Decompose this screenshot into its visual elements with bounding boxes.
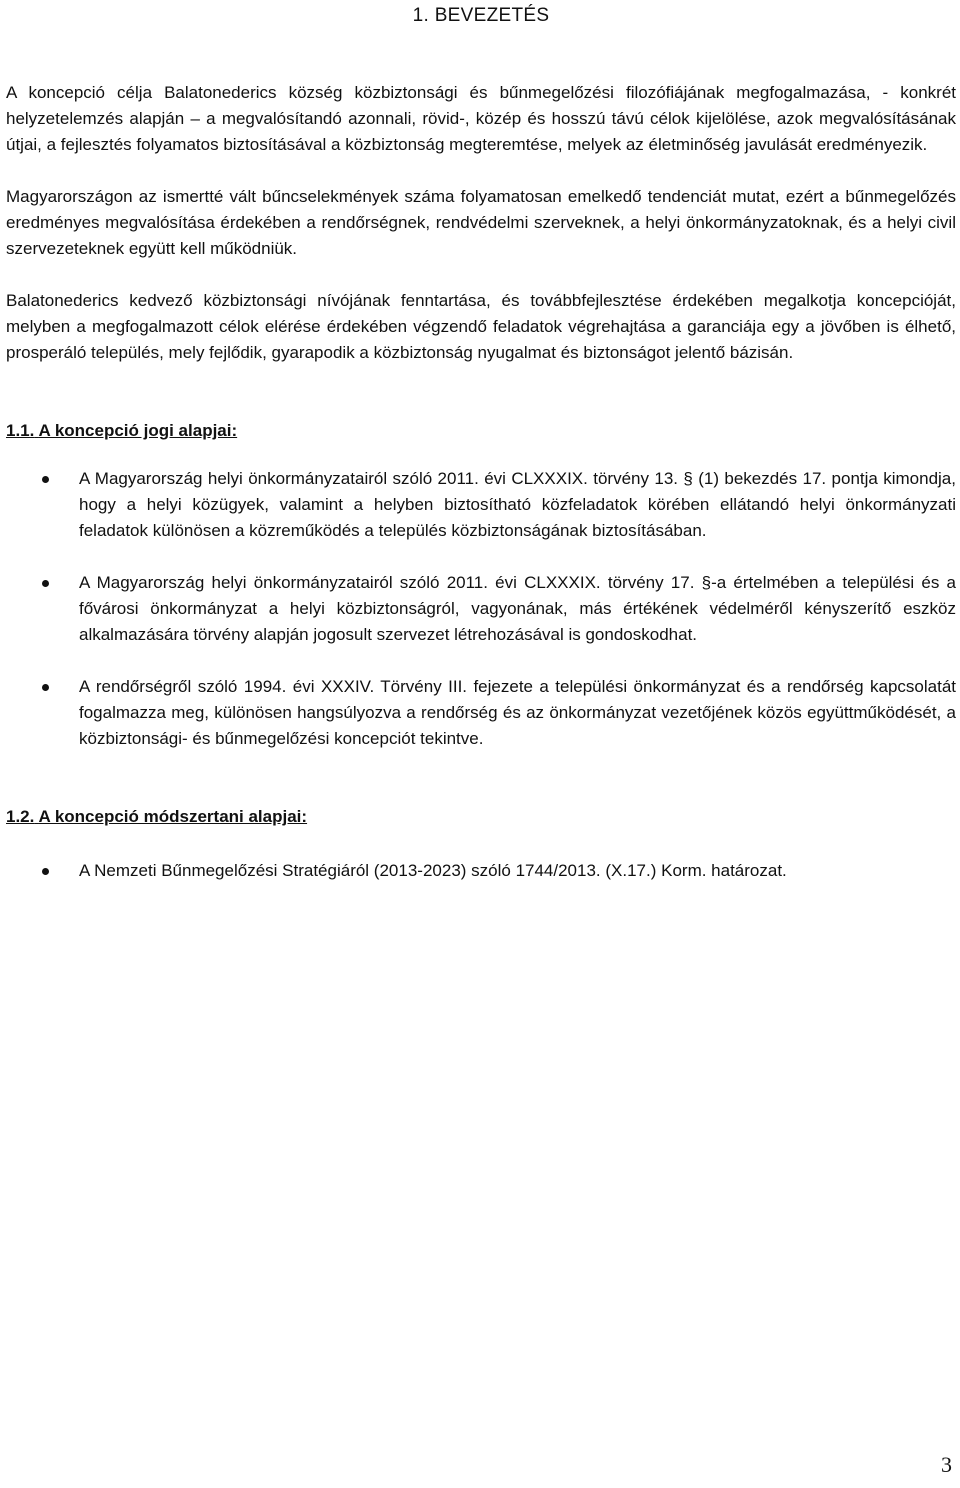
bullet-icon xyxy=(42,476,49,483)
chapter-heading: 1. BEVEZETÉS xyxy=(412,5,550,26)
list-item-text: A Nemzeti Bűnmegelőzési Stratégiáról (2013-2023) szóló 1744/2013. (X.17.) Korm. határozat. xyxy=(79,861,787,880)
bullet-icon xyxy=(42,684,49,691)
list-item-text: A Magyarország helyi önkormányzatairól szóló 2011. évi CLXXXIX. törvény 13. § (1) bekezdés 17. pontja kimondja, hogy a helyi közügyek, valamint a helyben biztosítható közfeladatok körében ellátandó helyi önkormányzati feladatok különösen a közreműködés a település közbiztonságának biztosításában. xyxy=(79,469,956,540)
list-item-text: A Magyarország helyi önkormányzatairól szóló 2011. évi CLXXXIX. törvény 17. §-a értelmében a települési és a fővárosi önkormányzat a helyi közbiztonságról, vagyonának, más értékének védelméről kényszerítő eszköz alkalmazására törvény alapján jogosult szervezet létrehozásával is gondoskodhat. xyxy=(79,573,956,644)
document-page xyxy=(6,0,956,884)
section-title: A koncepció módszertani alapjai: xyxy=(38,807,308,826)
intro-paragraph: A koncepció célja Balatonederics község közbiztonsági és bűnmegelőzési filozófiájának megfogalmazása, - konkrét helyzetelemzés alapján – a megvalósítandó azonnali, rövid-, közép és hosszú távú célok kijelölése, azok megvalósításának útjai, a fejlesztés folyamatos biztosításával a közbiztonság megteremtése, melyek az életminőség javulását eredményezik. xyxy=(6,83,956,154)
concept-goal-paragraph: Balatonederics kedvező közbiztonsági nívójának fenntartása, és továbbfejlesztése érdekében megalkotja koncepcióját, melyben a megfogalmazott célok elérése érdekében végzendő feladatok végrehajtása a garanciája egy a jövőben is élhető, prosperáló település, mely fejlődik, gyarapodik a közbiztonság nyugalmat és biztonságot jelentő bázisán. xyxy=(6,291,956,362)
list-item xyxy=(6,674,956,752)
section-title: A koncepció jogi alapjai: xyxy=(38,421,238,440)
legal-basis-list xyxy=(6,466,956,752)
methodology-list xyxy=(6,858,956,884)
crime-trend-paragraph: Magyarországon az ismertté vált bűncselekmények száma folyamatosan emelkedő tendenciát mutat, ezért a bűnmegelőzés eredményes megvalósítása érdekében a rendőrségnek, rendvédelmi szerveknek, a helyi önkormányzatoknak, és a helyi civil szervezeteknek együtt kell működniük. xyxy=(6,187,956,258)
list-item xyxy=(6,570,956,648)
list-item-text: A rendőrségről szóló 1994. évi XXXIV. Törvény III. fejezete a települési önkormányzat és a rendőrség kapcsolatát fogalmazza meg, különösen hangsúlyozva a rendőrség és az önkormányzat vezetőjének közös együttműködését, a közbiztonsági- és bűnmegelőzési koncepciót tekintve. xyxy=(79,677,956,748)
section-number: 1.2. xyxy=(6,807,35,826)
section-number: 1.1. xyxy=(6,421,35,440)
section-heading-methodology xyxy=(6,804,956,830)
bullet-icon xyxy=(42,580,49,587)
section-heading-legal-basis xyxy=(6,418,956,444)
page-number: 3 xyxy=(941,1452,952,1477)
list-item xyxy=(6,858,956,884)
list-item xyxy=(6,466,956,544)
bullet-icon xyxy=(42,868,49,875)
